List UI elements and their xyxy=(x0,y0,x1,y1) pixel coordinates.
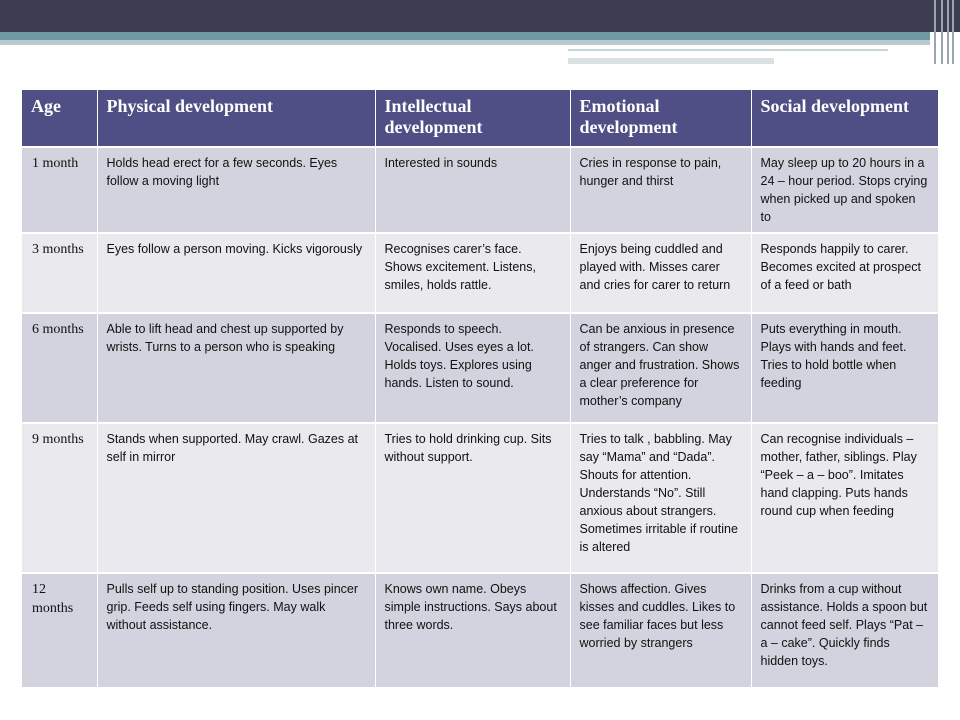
accent-stripe-light xyxy=(0,40,930,45)
age-cell: 3 months xyxy=(22,233,97,313)
table-row xyxy=(22,573,938,687)
physical-cell: Holds head erect for a few seconds. Eyes follow a moving light xyxy=(97,147,375,233)
table-row xyxy=(22,423,938,573)
development-table xyxy=(22,90,938,687)
title-bar-decoration xyxy=(0,0,960,32)
accent-line xyxy=(568,49,888,51)
physical-cell: Stands when supported. May crawl. Gazes at self in mirror xyxy=(97,423,375,573)
intellectual-cell: Responds to speech. Vocalised. Uses eyes a lot. Holds toys. Explores using hands. Listen to sound. xyxy=(375,313,570,423)
header-row xyxy=(22,90,938,147)
table-row xyxy=(22,313,938,423)
header-physical: Physical development xyxy=(97,90,375,147)
emotional-cell: Cries in response to pain, hunger and thirst xyxy=(570,147,751,233)
accent-stripe xyxy=(0,32,930,40)
age-cell: 12 months xyxy=(22,573,97,687)
header-social: Social development xyxy=(751,90,938,147)
header-emotional: Emotional development xyxy=(570,90,751,147)
social-cell: Responds happily to carer. Becomes excited at prospect of a feed or bath xyxy=(751,233,938,313)
header-age: Age xyxy=(22,90,97,147)
age-cell: 9 months xyxy=(22,423,97,573)
emotional-cell: Can be anxious in presence of strangers. Can show anger and frustration. Shows a clear preference for mother’s company xyxy=(570,313,751,423)
table-row xyxy=(22,233,938,313)
corner-line-decoration xyxy=(952,0,954,64)
physical-cell: Able to lift head and chest up supported by wrists. Turns to a person who is speaking xyxy=(97,313,375,423)
table-row xyxy=(22,147,938,233)
social-cell: Drinks from a cup without assistance. Holds a spoon but cannot feed self. Plays “Pat – a – cake”. Quickly finds hidden toys. xyxy=(751,573,938,687)
header-intellectual: Intellectual development xyxy=(375,90,570,147)
social-cell: May sleep up to 20 hours in a 24 – hour period. Stops crying when picked up and spoken to xyxy=(751,147,938,233)
intellectual-cell: Recognises carer’s face. Shows excitement. Listens, smiles, holds rattle. xyxy=(375,233,570,313)
age-cell: 1 month xyxy=(22,147,97,233)
emotional-cell: Tries to talk , babbling. May say “Mama” and “Dada”. Shouts for attention. Understands “No”. Still anxious about strangers. Sometimes irritable if routine is altered xyxy=(570,423,751,573)
emotional-cell: Enjoys being cuddled and played with. Misses carer and cries for carer to return xyxy=(570,233,751,313)
intellectual-cell: Tries to hold drinking cup. Sits without support. xyxy=(375,423,570,573)
intellectual-cell: Knows own name. Obeys simple instructions. Says about three words. xyxy=(375,573,570,687)
corner-line-decoration xyxy=(947,0,949,64)
corner-line-decoration xyxy=(934,0,936,64)
physical-cell: Pulls self up to standing position. Uses pincer grip. Feeds self using fingers. May walk without assistance. xyxy=(97,573,375,687)
accent-line-short xyxy=(568,58,774,64)
social-cell: Puts everything in mouth. Plays with hands and feet. Tries to hold bottle when feeding xyxy=(751,313,938,423)
physical-cell: Eyes follow a person moving. Kicks vigorously xyxy=(97,233,375,313)
social-cell: Can recognise individuals – mother, father, siblings. Play “Peek – a – boo”. Imitates hand clapping. Puts hands round cup when feeding xyxy=(751,423,938,573)
emotional-cell: Shows affection. Gives kisses and cuddles. Likes to see familiar faces but less worried by strangers xyxy=(570,573,751,687)
corner-line-decoration xyxy=(941,0,943,64)
intellectual-cell: Interested in sounds xyxy=(375,147,570,233)
age-cell: 6 months xyxy=(22,313,97,423)
